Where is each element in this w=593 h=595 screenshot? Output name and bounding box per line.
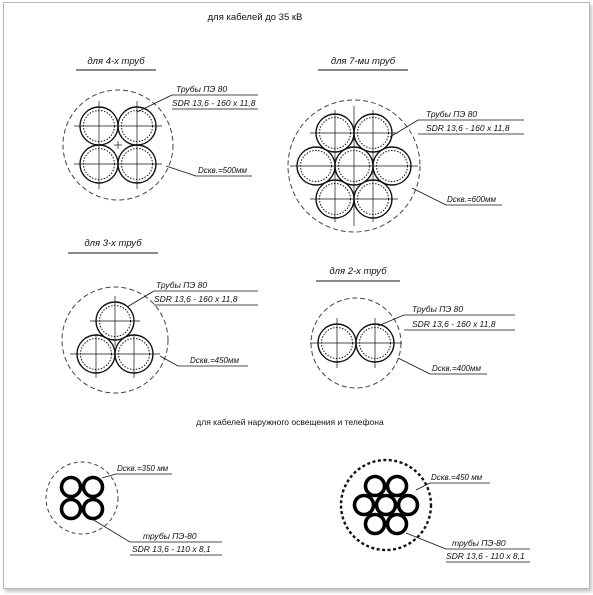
pipe-spec-small-7: SDR 13,6 - 110 x 8,1 <box>446 551 525 561</box>
diameter-2: Dскв.=400мм <box>432 364 481 373</box>
header-3-pipes: для 3-х труб <box>84 238 142 249</box>
header-2-pipes: для 2-х труб <box>329 266 387 277</box>
pipe-spec-4: SDR 13,6 - 160 x 11,8 <box>172 98 256 108</box>
pipe <box>399 496 418 515</box>
diameter-small-4: Dскв.=350 мм <box>117 464 169 473</box>
pipe-name-small-4: трубы ПЭ-80 <box>143 531 197 541</box>
pipe <box>366 515 385 534</box>
layout-4-pipes <box>63 56 258 200</box>
layout-3-pipes <box>62 238 258 393</box>
layout-2-pipes <box>310 266 515 388</box>
main-title: для кабелей до 35 кВ <box>207 12 303 23</box>
diameter-7: Dскв.=600мм <box>447 195 496 204</box>
layout-small-7-pipes <box>341 460 530 562</box>
pipe-spec-small-4: SDR 13,6 - 110 x 8,1 <box>132 544 211 554</box>
layout-small-4-pipes <box>46 462 222 555</box>
diameter-4: Dскв.=500мм <box>198 166 247 175</box>
diameter-small-7: Dскв.=450 мм <box>431 473 483 482</box>
pipe-spec-7: SDR 13,6 - 160 x 11,8 <box>426 123 510 133</box>
pipe <box>388 515 407 534</box>
pipe <box>355 496 374 515</box>
header-4-pipes: для 4-х труб <box>87 56 145 67</box>
pipe <box>62 500 81 519</box>
pipe <box>84 500 103 519</box>
pipe-name-7: Трубы ПЭ 80 <box>426 109 478 119</box>
pipe-name-4: Трубы ПЭ 80 <box>176 84 228 94</box>
pipe-name-2: Трубы ПЭ 80 <box>412 304 464 314</box>
diameter-3: Dскв.=450мм <box>190 356 239 365</box>
bottom-title: для кабелей наружного освещения и телефона <box>196 417 384 427</box>
pipe-spec-2: SDR 13,6 - 160 x 11,8 <box>412 319 496 329</box>
pipe <box>377 496 396 515</box>
pipe-name-3: Трубы ПЭ 80 <box>156 280 208 290</box>
pipe <box>366 477 385 496</box>
pipe-spec-3: SDR 13,6 - 160 x 11,8 <box>154 294 238 304</box>
pipe <box>62 478 81 497</box>
well-outline <box>46 462 118 534</box>
pipe-name-small-7: трубы ПЭ-80 <box>452 538 506 548</box>
pipe <box>84 478 103 497</box>
header-7-pipes: для 7-ми труб <box>330 56 396 67</box>
pipe <box>388 477 407 496</box>
layout-7-pipes <box>288 56 524 232</box>
